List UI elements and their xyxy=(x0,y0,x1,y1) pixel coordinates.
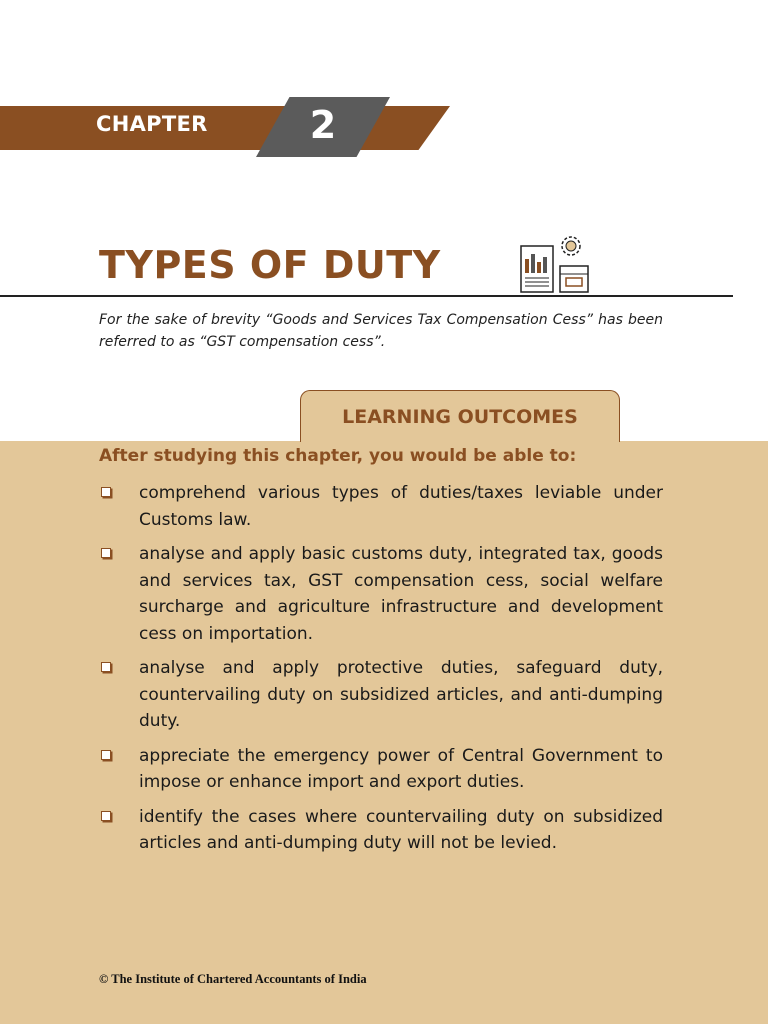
brevity-note: For the sake of brevity “Goods and Services Tax Compensation Cess” has been referred to as “GST compensation cess”. xyxy=(99,312,663,350)
list-item xyxy=(99,743,663,796)
learning-outcomes-list xyxy=(99,480,663,865)
square-bullet-icon xyxy=(101,548,111,558)
list-item-text: identify the cases where countervailing duty on subsidized articles and anti-dumping duty will not be levied. xyxy=(139,806,663,853)
title-divider xyxy=(0,295,733,297)
square-bullet-icon xyxy=(101,487,111,497)
chapter-number: 2 xyxy=(309,103,337,147)
learning-outcomes-intro: After studying this chapter, you would be able to: xyxy=(99,446,577,466)
square-bullet-icon xyxy=(101,662,111,672)
list-item xyxy=(99,541,663,647)
chapter-label: CHAPTER xyxy=(96,112,208,136)
learning-outcomes-tab xyxy=(300,390,620,442)
list-item xyxy=(99,804,663,857)
list-item-text: analyse and apply protective duties, safeguard duty, countervailing duty on subsidized articles, and anti-dumping duty. xyxy=(139,658,663,731)
square-bullet-icon xyxy=(101,811,111,821)
list-item-text: analyse and apply basic customs duty, integrated tax, goods and services tax, GST compensation cess, social welfare surcharge and agriculture infrastructure and development cess on importation. xyxy=(139,544,663,644)
page-title: TYPES OF DUTY xyxy=(99,243,441,287)
list-item xyxy=(99,655,663,735)
list-item-text: comprehend various types of duties/taxes leviable under Customs law. xyxy=(139,483,663,530)
list-item-text: appreciate the emergency power of Central Government to impose or enhance import and export duties. xyxy=(139,745,663,792)
square-bullet-icon xyxy=(101,750,111,760)
copyright-footer: © The Institute of Chartered Accountants of India xyxy=(99,972,367,986)
list-item xyxy=(99,480,663,533)
document-chart-gear-icon xyxy=(518,232,592,296)
learning-outcomes-heading: LEARNING OUTCOMES xyxy=(342,405,578,428)
